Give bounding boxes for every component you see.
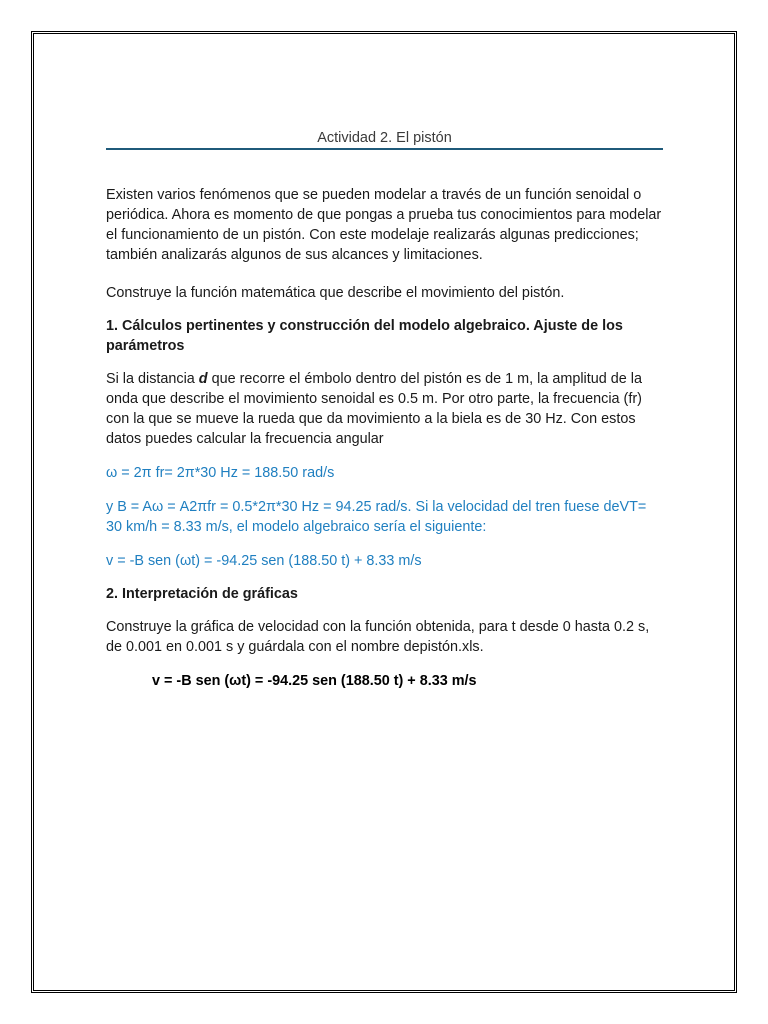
- velocity-formula: v = -B sen (ωt) = -94.25 sen (188.50 t) + 8.33 m/s: [152, 673, 477, 689]
- title-rule: [106, 148, 663, 150]
- section1-text-before: Si la distancia: [106, 371, 199, 387]
- page-title: Actividad 2. El pistón: [317, 130, 452, 146]
- answer-model: v = -B sen (ωt) = -94.25 sen (188.50 t) + 8.33 m/s: [106, 553, 422, 569]
- section1-paragraph: [106, 369, 666, 449]
- distance-variable: d: [198, 371, 208, 387]
- intro-paragraph: Existen varios fenómenos que se pueden modelar a través de un función senoidal o periódica. Ahora es momento de que pongas a prueba tus conocimientos para modelar el funcionamiento de un pistón. Con este modelaje realizarás algunas predicciones; también analizarás algunos de sus alcances y limitaciones.: [106, 187, 662, 263]
- section2-heading: 2. Interpretación de gráficas: [106, 586, 298, 602]
- instruction-paragraph: Construye la función matemática que describe el movimiento del pistón.: [106, 285, 565, 301]
- section1-text-after: que recorre el émbolo dentro del pistón es de 1 m, la amplitud de la onda que describe el movimiento senoidal es 0.5 m. Por otro parte, la frecuencia (fr) con la que se mueve la rueda que da movimiento a la biela es de 30 Hz. Con estos datos puedes calcular la frecuencia angular: [106, 371, 642, 447]
- answer-omega: ω = 2π fr= 2π*30 Hz = 188.50 rad/s: [106, 465, 335, 481]
- answer-b: y B = Aω = A2πfr = 0.5*2π*30 Hz = 94.25 rad/s. Si la velocidad del tren fuese deVT= 30 km/h = 8.33 m/s, el modelo algebraico sería el siguiente:: [106, 499, 647, 535]
- section1-heading: 1. Cálculos pertinentes y construcción del modelo algebraico. Ajuste de los parámetros: [106, 318, 623, 354]
- section2-paragraph: Construye la gráfica de velocidad con la función obtenida, para t desde 0 hasta 0.2 s, de 0.001 en 0.001 s y guárdala con el nombre depistón.xls.: [106, 619, 650, 655]
